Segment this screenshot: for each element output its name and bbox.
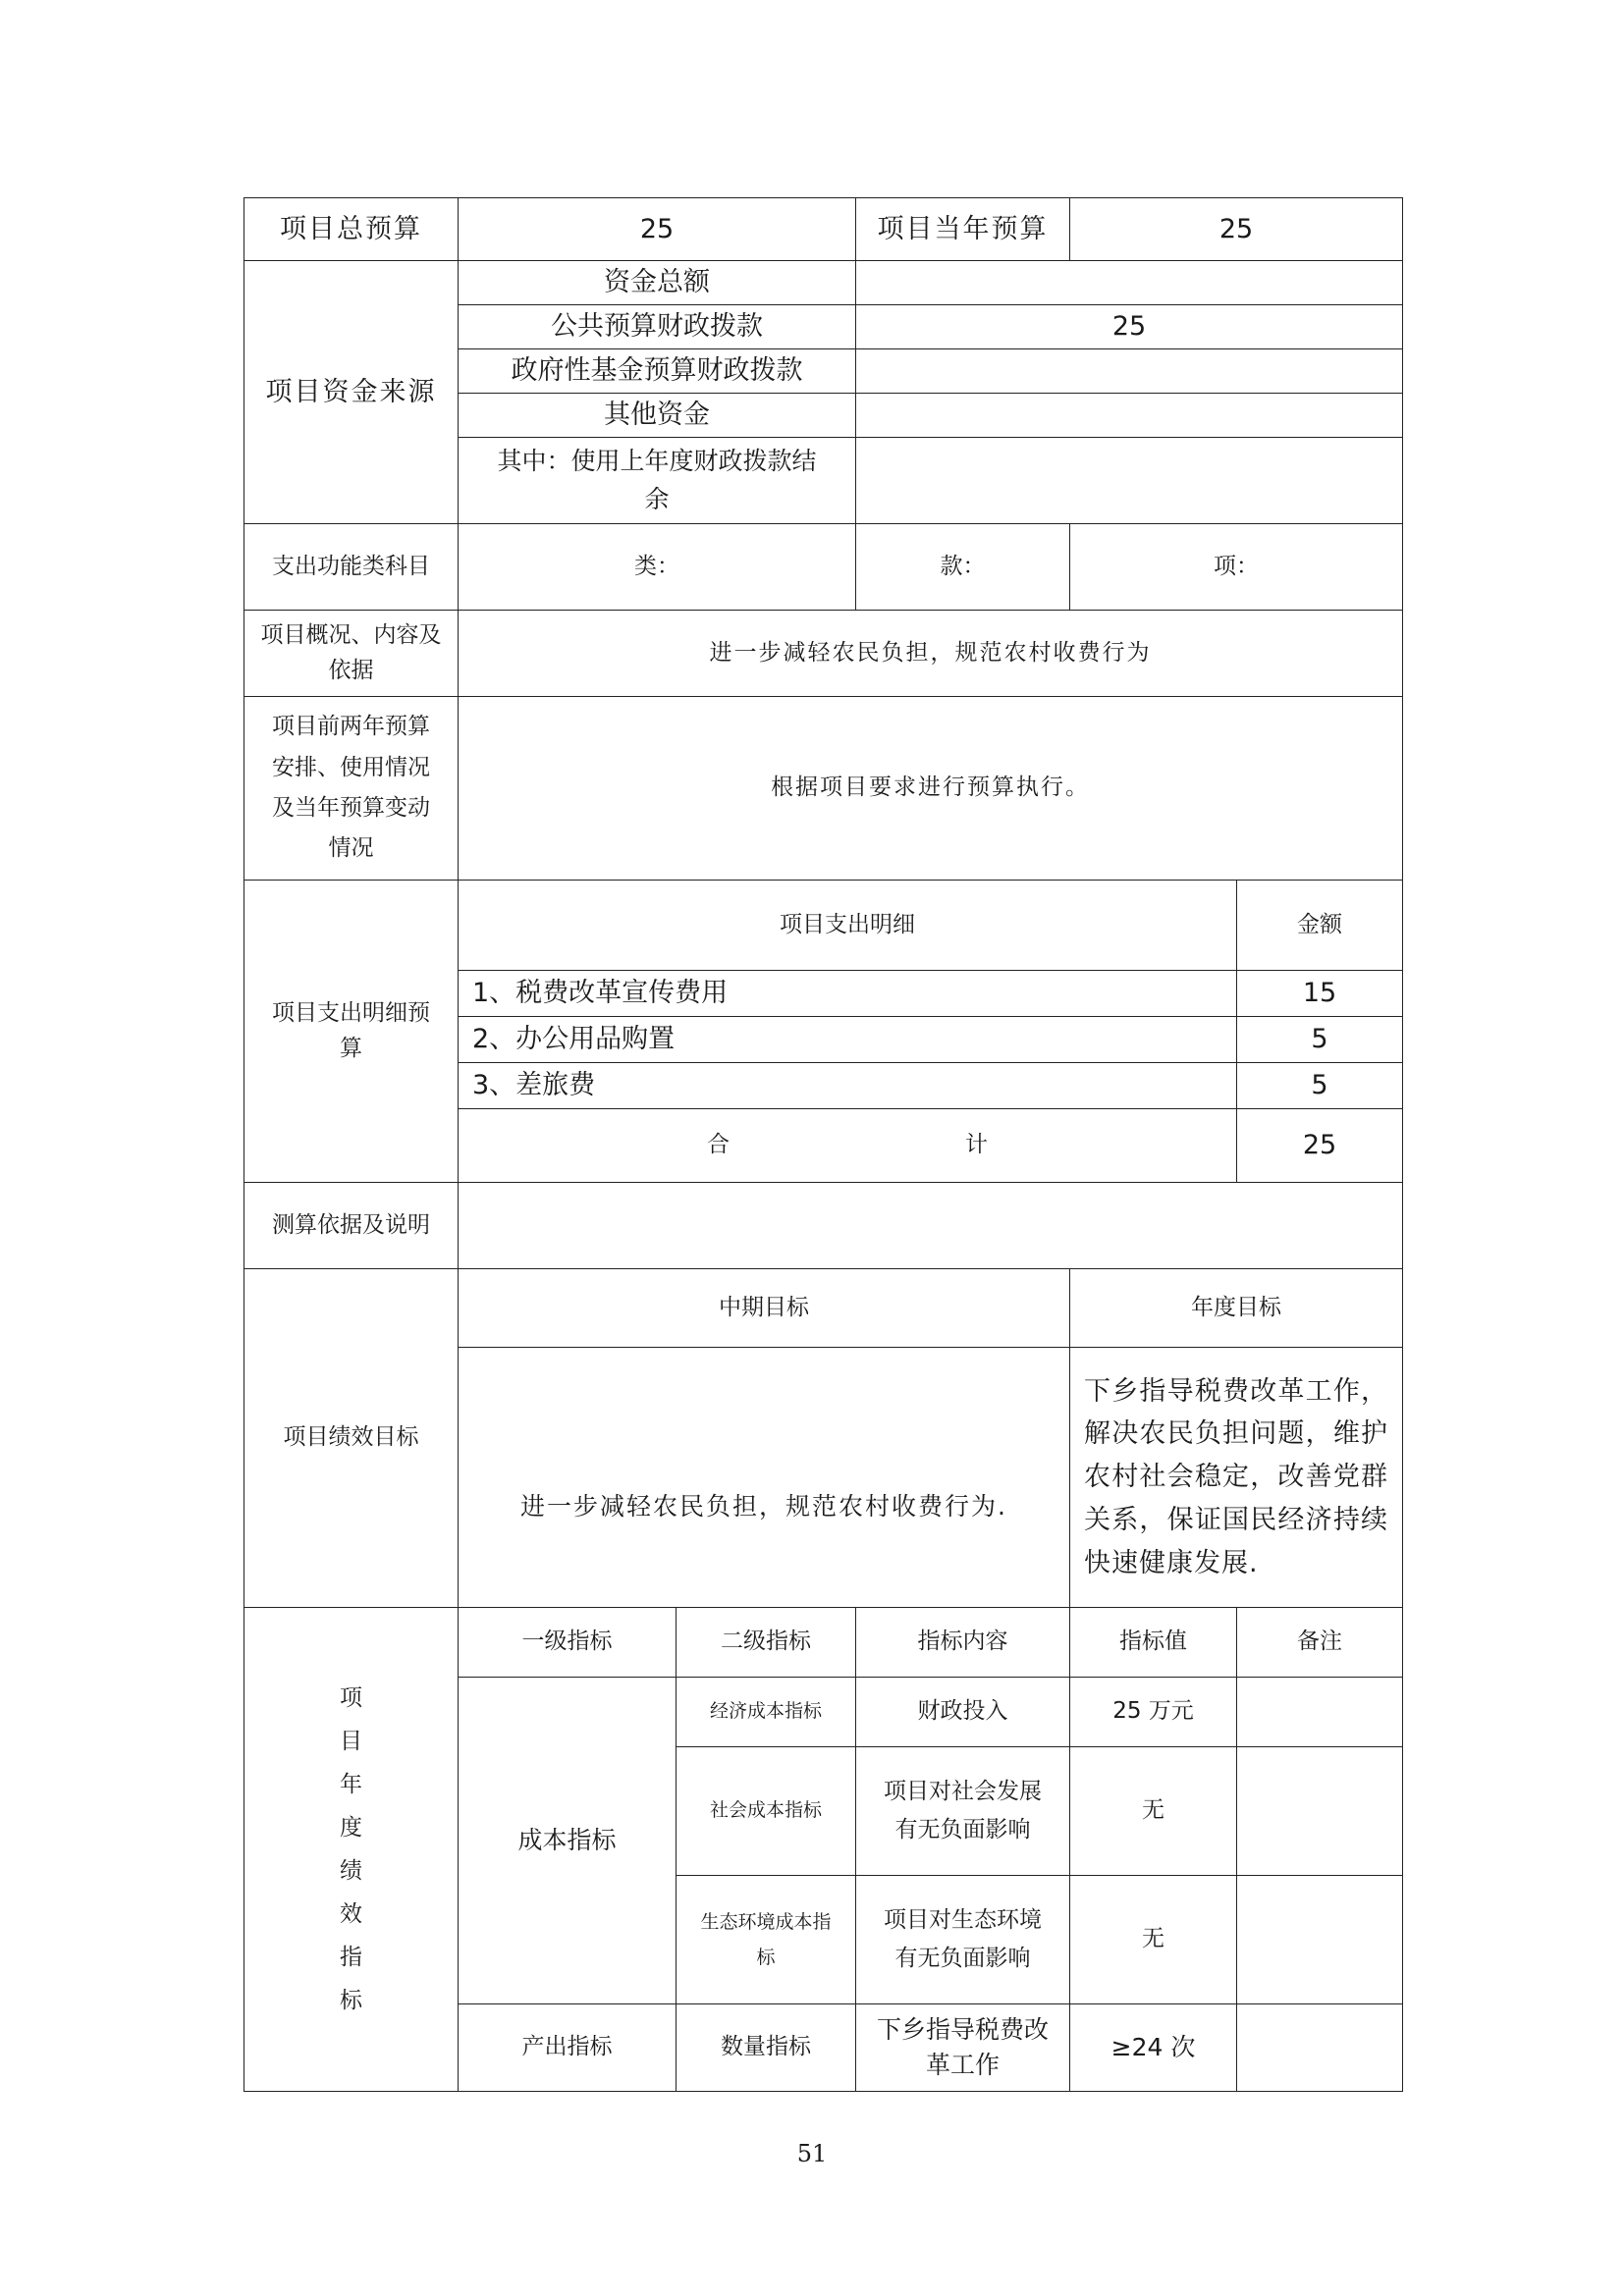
funding-value: 25 [856, 305, 1403, 349]
overview-row [244, 611, 1403, 697]
funding-value [856, 261, 1403, 305]
detail-total-label-a: 合 [707, 1132, 730, 1158]
indicator-content: 财政投入 [856, 1678, 1070, 1747]
indicator-level2: 经济成本指标 [677, 1678, 856, 1747]
indicators-label-char: 指 [340, 1945, 362, 1970]
indicator-level2: 生态环境成本指标 [677, 1876, 856, 2004]
goals-label: 项目绩效目标 [244, 1269, 459, 1608]
indicator-header-remark: 备注 [1237, 1608, 1403, 1678]
goals-mid-term-header: 中期目标 [459, 1269, 1070, 1348]
history-label: 项目前两年预算安排、使用情况及当年预算变动情况 [244, 697, 459, 881]
overview-label: 项目概况、内容及依据 [244, 611, 459, 697]
indicator-remark [1237, 1678, 1403, 1747]
category-item: 项： [1070, 524, 1403, 611]
detail-item-amount: 5 [1237, 1017, 1403, 1063]
detail-header-amount: 金额 [1237, 881, 1403, 971]
indicators-label-char: 绩 [340, 1858, 362, 1884]
detail-item-name: 1、税费改革宣传费用 [459, 971, 1237, 1017]
funding-name: 资金总额 [459, 261, 856, 305]
category-class: 类： [459, 524, 856, 611]
current-budget-value: 25 [1070, 198, 1403, 261]
history-value: 根据项目要求进行预算执行。 [459, 697, 1403, 881]
goals-header-row [244, 1269, 1403, 1348]
detail-item-amount: 5 [1237, 1063, 1403, 1109]
indicator-remark [1237, 2004, 1403, 2092]
total-budget-row [244, 198, 1403, 261]
indicators-label-char: 年 [340, 1772, 362, 1797]
funding-name: 政府性基金预算财政拨款 [459, 349, 856, 394]
indicator-level2: 数量指标 [677, 2004, 856, 2092]
indicator-remark [1237, 1876, 1403, 2004]
category-section: 款： [856, 524, 1070, 611]
total-budget-label: 项目总预算 [244, 198, 459, 261]
funding-name: 其他资金 [459, 394, 856, 438]
indicator-value: 无 [1070, 1747, 1237, 1876]
history-row [244, 697, 1403, 881]
indicator-remark [1237, 1747, 1403, 1876]
indicators-label-char: 目 [340, 1729, 362, 1754]
funding-name: 其中：使用上年度财政拨款结余 [459, 438, 856, 524]
detail-item-amount: 15 [1237, 971, 1403, 1017]
indicators-label-char: 标 [340, 1988, 362, 2013]
indicator-content: 项目对社会发展有无负面影响 [856, 1747, 1070, 1876]
funding-source-label: 项目资金来源 [244, 261, 459, 524]
indicator-header-value: 指标值 [1070, 1608, 1237, 1678]
goals-mid-term-value: 进一步减轻农民负担，规范农村收费行为. [459, 1348, 1070, 1608]
indicators-label-char: 度 [340, 1815, 362, 1841]
overview-value: 进一步减轻农民负担，规范农村收费行为 [459, 611, 1403, 697]
basis-label: 测算依据及说明 [244, 1183, 459, 1269]
indicator-output-label: 产出指标 [459, 2004, 677, 2092]
detail-header-item: 项目支出明细 [459, 881, 1237, 971]
indicator-value: ≥24 次 [1070, 2004, 1237, 2092]
funding-value [856, 438, 1403, 524]
indicator-header-content: 指标内容 [856, 1608, 1070, 1678]
indicators-label [244, 1608, 459, 2092]
detail-budget-label: 项目支出明细预算 [244, 881, 459, 1183]
funding-name: 公共预算财政拨款 [459, 305, 856, 349]
detail-total-label-b: 计 [965, 1132, 988, 1158]
detail-header-row [244, 881, 1403, 971]
current-budget-label: 项目当年预算 [856, 198, 1070, 261]
indicator-header-row [244, 1608, 1403, 1678]
function-category-row [244, 524, 1403, 611]
indicators-label-char: 项 [340, 1685, 362, 1711]
detail-item-name: 2、办公用品购置 [459, 1017, 1237, 1063]
budget-sheet-table [244, 197, 1403, 2092]
indicator-content: 下乡指导税费改革工作 [856, 2004, 1070, 2092]
goals-annual-value: 下乡指导税费改革工作，解决农民负担问题，维护农村社会稳定，改善党群关系，保证国民经济持续快速健康发展. [1070, 1348, 1403, 1608]
function-category-label: 支出功能类科目 [244, 524, 459, 611]
indicator-cost-label: 成本指标 [459, 1678, 677, 2004]
funding-row [244, 261, 1403, 305]
goals-annual-header: 年度目标 [1070, 1269, 1403, 1348]
detail-item-name: 3、差旅费 [459, 1063, 1237, 1109]
basis-value [459, 1183, 1403, 1269]
indicators-label-char: 效 [340, 1901, 362, 1927]
funding-value [856, 394, 1403, 438]
basis-row [244, 1183, 1403, 1269]
page-number: 51 [796, 2140, 828, 2167]
indicator-header-level2: 二级指标 [677, 1608, 856, 1678]
detail-total-amount: 25 [1237, 1109, 1403, 1183]
indicator-header-level1: 一级指标 [459, 1608, 677, 1678]
total-budget-value: 25 [459, 198, 856, 261]
indicator-level2: 社会成本指标 [677, 1747, 856, 1876]
detail-total-label [459, 1109, 1237, 1183]
funding-value [856, 349, 1403, 394]
indicator-value: 25 万元 [1070, 1678, 1237, 1747]
indicator-content: 项目对生态环境有无负面影响 [856, 1876, 1070, 2004]
indicator-value: 无 [1070, 1876, 1237, 2004]
